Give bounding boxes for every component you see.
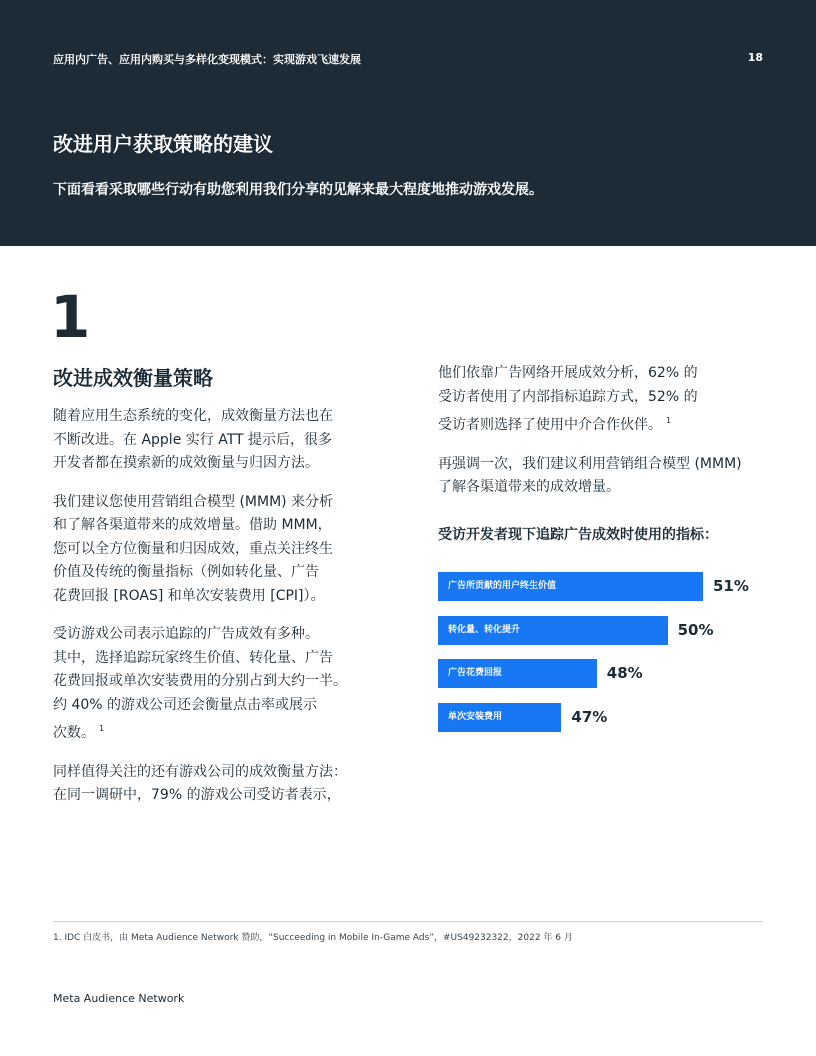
right-column [438,362,778,515]
chart-bar [438,572,703,601]
text-line: 在同一调研中，79% 的游戏公司受访者表示， [53,787,341,803]
paragraph [53,623,383,746]
section-heading: 改进用户获取策略的建议 [53,132,273,156]
paragraph [53,761,383,808]
paragraph [53,491,383,609]
bar-category-label: 单次安装费用 [448,712,503,723]
text-line: 再强调一次，我们建议利用营销组合模型 (MMM) [438,455,742,472]
text-line: 价值及传统的衡量指标（例如转化量、广告 [53,564,319,580]
header-banner [0,0,816,246]
bar-category-label: 广告所贡献的用户终生价值 [448,581,557,591]
text-line: 了解各渠道带来的成效增量。 [438,479,620,495]
chart-bar [438,659,597,688]
bar-category-label: 广告花费回报 [448,668,503,679]
paragraph [438,453,778,500]
text-line: 和了解各渠道带来的成效增量。借助 MMM， [53,517,332,533]
section-intro: 下面看看采取哪些行动有助您利用我们分享的见解来最大程度地推动游戏发展。 [53,182,543,198]
text-line [438,409,778,438]
text-line: 受访者使用了内部指标追踪方式，52% 的 [438,388,698,405]
chart-bar [438,616,668,645]
text-line: 不断改进。在 Apple 实行 ATT 提示后，很多 [53,431,333,448]
running-title: 应用内广告、应用内购买与多样化变现模式：实现游戏飞速发展 [53,53,361,66]
text-line: 受访游戏公司表示追踪的广告成效有多种。 [53,626,319,642]
chart-title: 受访开发者现下追踪广告成效时使用的指标： [438,527,718,543]
bar-value-label: 50% [677,620,714,639]
bar-category-label: 转化量、转化提升 [448,624,521,635]
text-line: 约 40% 的游戏公司还会衡量点击率或展示 [53,696,318,713]
chart-bar [438,703,561,732]
text-line: 随着应用生态系统的变化，成效衡量方法也在 [53,408,333,424]
step-title: 改进成效衡量策略 [53,366,213,390]
brand-name: Meta Audience Network [53,992,185,1005]
text-line: 花费回报 [ROAS] 和单次安装费用 [CPI]）。 [53,587,325,604]
text-line [53,717,383,746]
bar-value-label: 48% [606,664,643,683]
footnote: 1. IDC 白皮书，由 Meta Audience Network 赞助，“Succeeding in Mobile In-Game Ads”，#US49232322，2022 年 6 月 [53,933,573,943]
footnote-reference: 1 [666,416,672,425]
footnote-reference: 1 [99,724,105,733]
paragraph [438,362,778,438]
paragraph [53,405,383,476]
text-line: 开发者都在摸索新的成效衡量与归因方法。 [53,455,319,471]
footnote-divider [53,921,763,922]
text-line: 我们建议您使用营销组合模型 (MMM) 来分析 [53,493,334,510]
text-line: 其中，选择追踪玩家终生价值、转化量、广告 [53,649,333,666]
page-number: 18 [747,51,763,64]
text-line: 您可以全方位衡量和归因成效，重点关注终生 [53,540,333,557]
text-fragment: 次数。 [53,725,95,741]
text-fragment: 受访者则选择了使用中介合作伙伴。 [438,417,662,433]
step-number: 1 [50,283,91,351]
text-line: 花费回报或单次安装费用的分别占到大约一半。 [53,673,347,689]
text-line: 他们依靠广告网络开展成效分析，62% 的 [438,365,698,381]
text-line: 同样值得关注的还有游戏公司的成效衡量方法： [53,763,347,780]
bar-value-label: 51% [713,577,749,595]
bar-value-label: 47% [571,708,608,727]
left-column [53,405,383,823]
metrics-bar-chart [438,572,768,734]
